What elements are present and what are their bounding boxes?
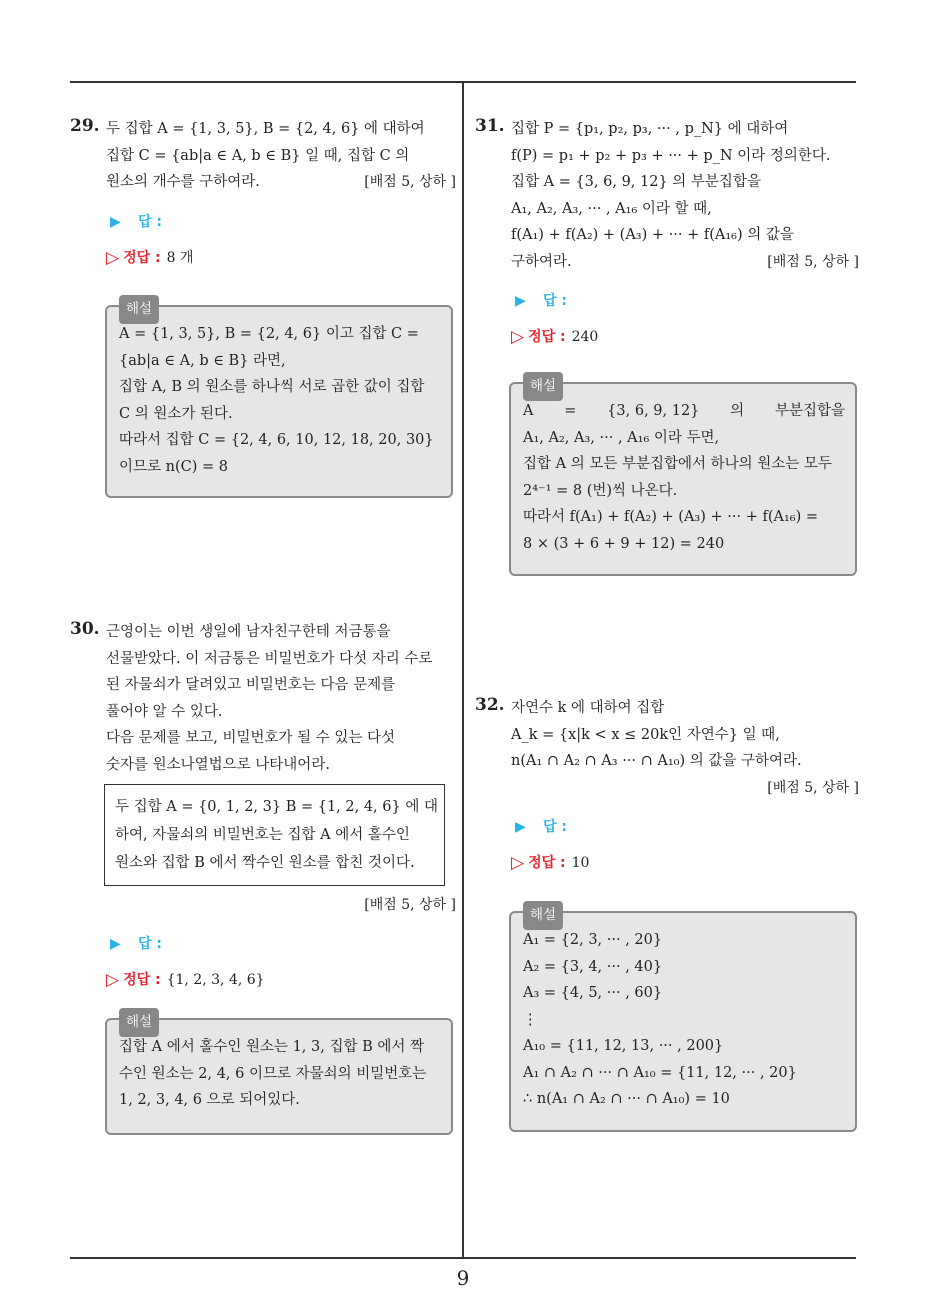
problem-line: 집합 C = {ab|a ∈ A, b ∈ B} 일 때, 집합 C 의: [106, 147, 410, 164]
solution-box-32: [509, 907, 857, 1132]
solution-line: A₁₀ = {11, 12, 13, ··· , 200}: [523, 1038, 724, 1054]
solution-line: 집합 A, B 의 원소를 하나씩 서로 곱한 값이 집합: [119, 379, 425, 395]
correct-answer-value: 240: [571, 329, 599, 345]
solution-box-29: [105, 301, 453, 498]
problem-line: f(A₁) + f(A₂) + (A₃) + ··· + f(A₁₆) 의 값을: [511, 227, 794, 243]
hint-line: 하여, 자물쇠의 비밀번호는 집합 A 에서 홀수인: [115, 827, 410, 843]
correct-answer-row: [511, 851, 859, 875]
solution-line: A = {1, 3, 5}, B = {2, 4, 6} 이고 집합 C =: [119, 326, 419, 342]
solution-line: 8 × (3 + 6 + 9 + 12) = 240: [523, 535, 725, 552]
bottom-rule: [70, 1257, 856, 1259]
solution-box-30: [105, 1014, 453, 1135]
problem-line: A_k = {x|k < x ≤ 20k인 자연수} 일 때,: [511, 726, 780, 743]
problem-line: 집합 A = {3, 6, 9, 12} 의 부분집합을: [511, 174, 761, 190]
solution-line: A₂ = {3, 4, ··· , 40}: [523, 958, 663, 975]
problem-text: [106, 619, 456, 778]
triangle-outline-icon: ▷: [106, 970, 120, 990]
answer-label: 답 :: [543, 293, 567, 309]
solution-line: 집합 A 의 모든 부분집합에서 하나의 원소는 모두: [523, 456, 832, 472]
solution-line: A₁ = {2, 3, ··· , 20}: [523, 932, 663, 948]
problem-line: 숫자를 원소나열법으로 나타내어라.: [106, 756, 330, 773]
solution-line: 이므로 n(C) = 8: [119, 458, 228, 475]
hint-line: 두 집합 A = {0, 1, 2, 3} B = {1, 2, 4, 6} 에 대: [115, 799, 438, 815]
play-arrow-icon: ▶: [110, 213, 121, 230]
problem-line: n(A₁ ∩ A₂ ∩ A₃ ··· ∩ A₁₀) 의 값을 구하여라.: [511, 753, 802, 769]
problem-30: [70, 619, 456, 992]
problem-line: 된 자물쇠가 달려있고 비밀번호는 다음 문제를: [106, 677, 396, 693]
solution-line: 따라서 f(A₁) + f(A₂) + (A₃) + ··· + f(A₁₆) =: [523, 509, 818, 525]
solution-box-31: [509, 378, 857, 576]
problem-line: 풀어야 알 수 있다.: [106, 703, 223, 720]
solution-line: C 의 원소가 된다.: [119, 405, 233, 422]
solution-line: 수인 원소는 2, 4, 6 이므로 자물쇠의 비밀번호는: [119, 1065, 427, 1082]
solution-line: 2⁴⁻¹ = 8 (번)씩 나온다.: [523, 482, 678, 499]
answer-row[interactable]: [515, 815, 859, 839]
triangle-outline-icon: ▷: [511, 327, 525, 347]
answer-label: 답 :: [138, 213, 162, 230]
solution-line: {ab|a ∈ A, b ∈ B} 라면,: [119, 352, 286, 369]
solution-tag: 해설: [119, 1008, 159, 1037]
correct-answer-value: 10: [571, 854, 590, 871]
page-number: 9: [456, 1266, 470, 1290]
correct-answer-label: 정답 :: [528, 329, 566, 345]
column-divider: [462, 83, 464, 1257]
problem-29: [70, 116, 456, 270]
problem-number: 31.: [475, 116, 505, 136]
solution-line: A₁, A₂, A₃, ··· , A₁₆ 이라 두면,: [523, 429, 720, 446]
problem-number: 30.: [70, 619, 100, 639]
problem-line: 구하여라.: [511, 253, 572, 270]
solution-tag: 해설: [523, 901, 563, 930]
problem-31: [475, 116, 859, 349]
score-label: [배점 5, 상하 ]: [364, 174, 456, 190]
answer-row[interactable]: [110, 210, 456, 234]
hint-line: 원소와 집합 B 에서 짝수인 원소를 합친 것이다.: [115, 855, 415, 871]
score-label: [배점 5, 상하 ]: [364, 897, 456, 913]
answer-label: 답 :: [543, 818, 567, 835]
solution-line: 따라서 집합 C = {2, 4, 6, 10, 12, 18, 20, 30}: [119, 432, 434, 448]
solution-line: 집합 A 에서 홀수인 원소는 1, 3, 집합 B 에서 짝: [119, 1039, 424, 1055]
solution-line: 1, 2, 3, 4, 6 으로 되어있다.: [119, 1092, 300, 1108]
solution-line: ⋮: [523, 1011, 538, 1028]
correct-answer-row: [106, 968, 456, 992]
problem-line: 근영이는 이번 생일에 남자친구한테 저금통을: [106, 624, 391, 640]
answer-row[interactable]: [110, 932, 456, 956]
problem-line: 다음 문제를 보고, 비밀번호가 될 수 있는 다섯: [106, 730, 395, 746]
solution-tag: 해설: [523, 372, 563, 401]
problem-number: 32.: [475, 695, 505, 715]
problem-text: [106, 116, 456, 196]
correct-answer-value: {1, 2, 3, 4, 6}: [166, 972, 265, 988]
problem-text: [511, 116, 859, 275]
solution-line: ∴ n(A₁ ∩ A₂ ∩ ··· ∩ A₁₀) = 10: [523, 1091, 730, 1107]
correct-answer-value: 8 개: [166, 249, 194, 266]
solution-line: A₁ ∩ A₂ ∩ ··· ∩ A₁₀ = {11, 12, ··· , 20}: [523, 1064, 797, 1081]
problem-text: [511, 695, 859, 775]
correct-answer-row: [511, 325, 859, 349]
play-arrow-icon: ▶: [515, 293, 526, 309]
problem-line: f(P) = p₁ + p₂ + p₃ + ··· + p_N 이라 정의한다.: [511, 147, 831, 164]
score-label: [배점 5, 상하 ]: [767, 779, 859, 796]
answer-row[interactable]: [515, 289, 859, 313]
answer-label: 답 :: [138, 936, 162, 952]
correct-answer-label: 정답 :: [123, 972, 161, 988]
problem-line: 두 집합 A = {1, 3, 5}, B = {2, 4, 6} 에 대하여: [106, 121, 425, 137]
problem-line: 원소의 개수를 구하여라.: [106, 174, 260, 190]
problem-32: [475, 695, 859, 875]
triangle-outline-icon: ▷: [511, 852, 525, 873]
problem-line: 자연수 k 에 대하여 집합: [511, 700, 665, 716]
play-arrow-icon: ▶: [110, 936, 121, 952]
correct-answer-label: 정답 :: [528, 854, 566, 871]
problem-line: 집합 P = {p₁, p₂, p₃, ··· , p_N} 에 대하여: [511, 121, 789, 137]
correct-answer-label: 정답 :: [123, 249, 161, 266]
problem-line: 선물받았다. 이 저금통은 비밀번호가 다섯 자리 수로: [106, 650, 433, 667]
play-arrow-icon: ▶: [515, 818, 526, 835]
hint-box: [104, 784, 445, 886]
correct-answer-row: [106, 246, 456, 270]
problem-number: 29.: [70, 116, 100, 136]
score-label: [배점 5, 상하 ]: [767, 253, 859, 270]
problem-line: A₁, A₂, A₃, ··· , A₁₆ 이라 할 때,: [511, 200, 712, 217]
solution-line: A = {3, 6, 9, 12} 의 부분집합을: [523, 403, 845, 419]
solution-tag: 해설: [119, 295, 159, 324]
triangle-outline-icon: ▷: [106, 247, 120, 268]
solution-line: A₃ = {4, 5, ··· , 60}: [523, 985, 663, 1001]
